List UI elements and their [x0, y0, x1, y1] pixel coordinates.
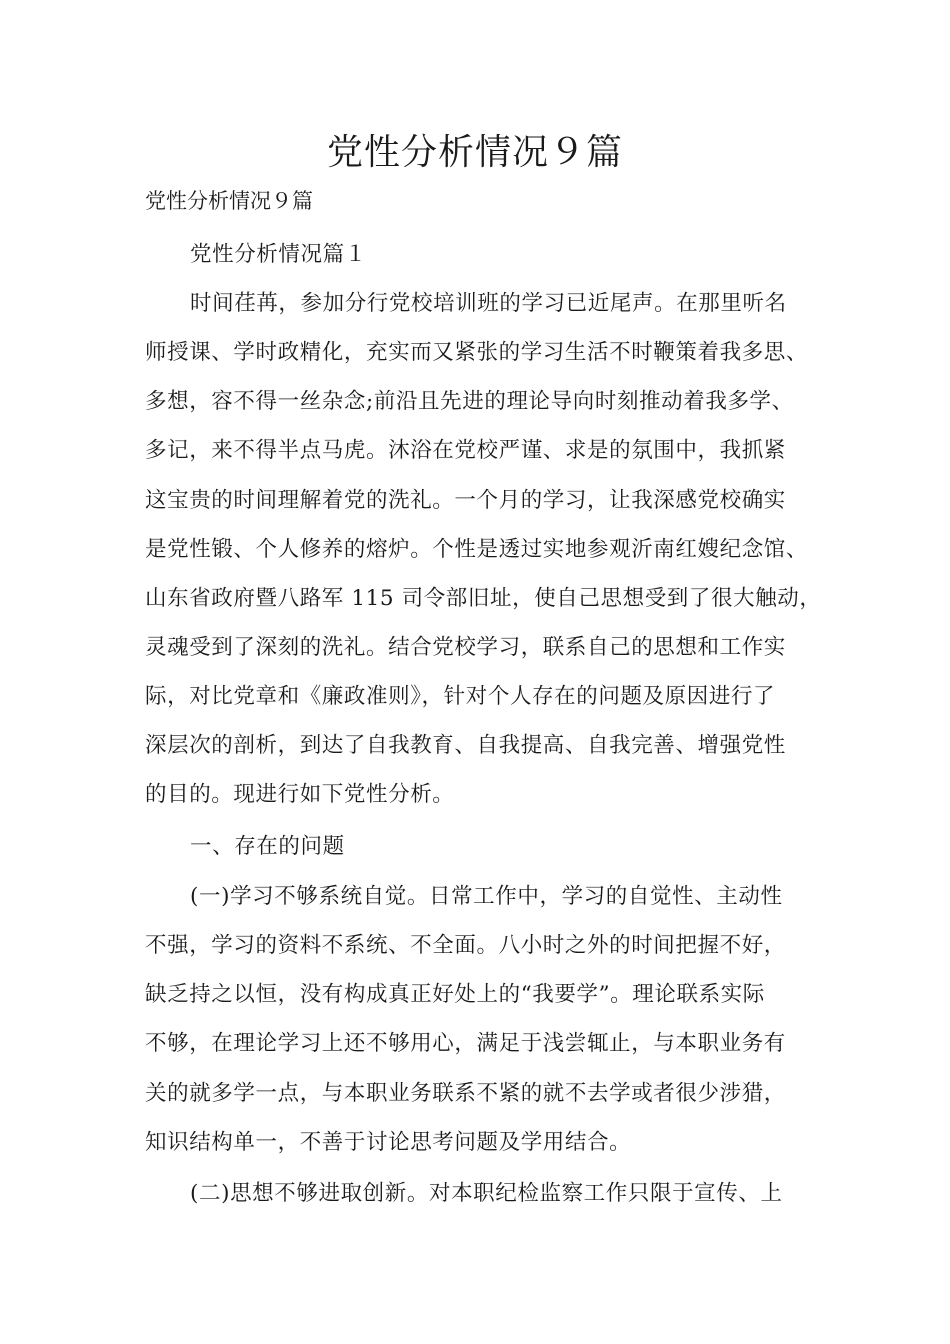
paragraph-line: 是党性锻、个人修养的熔炉。个性是透过实地参观沂南红嫂纪念馆、: [145, 537, 809, 562]
paragraph-line: 师授课、学时政精化，充实而又紧张的学习生活不时鞭策着我多思、: [145, 340, 809, 365]
document-title: 党性分析情况９篇: [326, 132, 623, 173]
paragraph-line: 知识结构单一，不善于讨论思考问题及学用结合。: [145, 1130, 632, 1155]
paragraph-line: 关的就多学一点，与本职业务联系不紧的就不去学或者很少涉猎，: [145, 1081, 786, 1106]
section-heading-part-1: 党性分析情况篇１: [190, 242, 367, 267]
document-subtitle: 党性分析情况９篇: [145, 189, 313, 213]
paragraph-line: 际，对比党章和《廉政准则》，针对个人存在的问题及原因进行了: [145, 684, 776, 709]
paragraph-line: 多记，来不得半点马虎。沐浴在党校严谨、求是的氛围中，我抓紧: [145, 438, 786, 463]
section-heading-problems: 一、存在的问题: [190, 834, 345, 859]
paragraph-line: 山东省政府暨八路军 115 司令部旧址，使自己思想受到了很大触动，: [145, 586, 822, 611]
paragraph-line: 的目的。现进行如下党性分析。: [145, 782, 455, 807]
paragraph-line: 深层次的剖析，到达了自我教育、自我提高、自我完善、增强党性: [145, 733, 786, 758]
paragraph-line: (二)思想不够进取创新。对本职纪检监察工作只限于宣传、上: [190, 1181, 783, 1206]
paragraph-line: 灵魂受到了深刻的洗礼。结合党校学习，联系自己的思想和工作实: [145, 635, 786, 660]
paragraph-line: 缺乏持之以恒，没有构成真正好处上的“我要学”。理论联系实际: [145, 982, 765, 1007]
paragraph-line: 不强，学习的资料不系统、不全面。八小时之外的时间把握不好，: [145, 933, 786, 958]
paragraph-line: (一)学习不够系统自觉。日常工作中，学习的自觉性、主动性: [190, 884, 783, 909]
paragraph-line: 时间荏苒，参加分行党校培训班的学习已近尾声。在那里听名: [190, 291, 787, 316]
paragraph-line: 不够，在理论学习上还不够用心，满足于浅尝辄止，与本职业务有: [145, 1031, 786, 1056]
paragraph-line: 多想，容不得一丝杂念;前沿且先进的理论导向时刻推动着我多学、: [145, 389, 794, 414]
paragraph-line: 这宝贵的时间理解着党的洗礼。一个月的学习，让我深感党校确实: [145, 488, 786, 513]
